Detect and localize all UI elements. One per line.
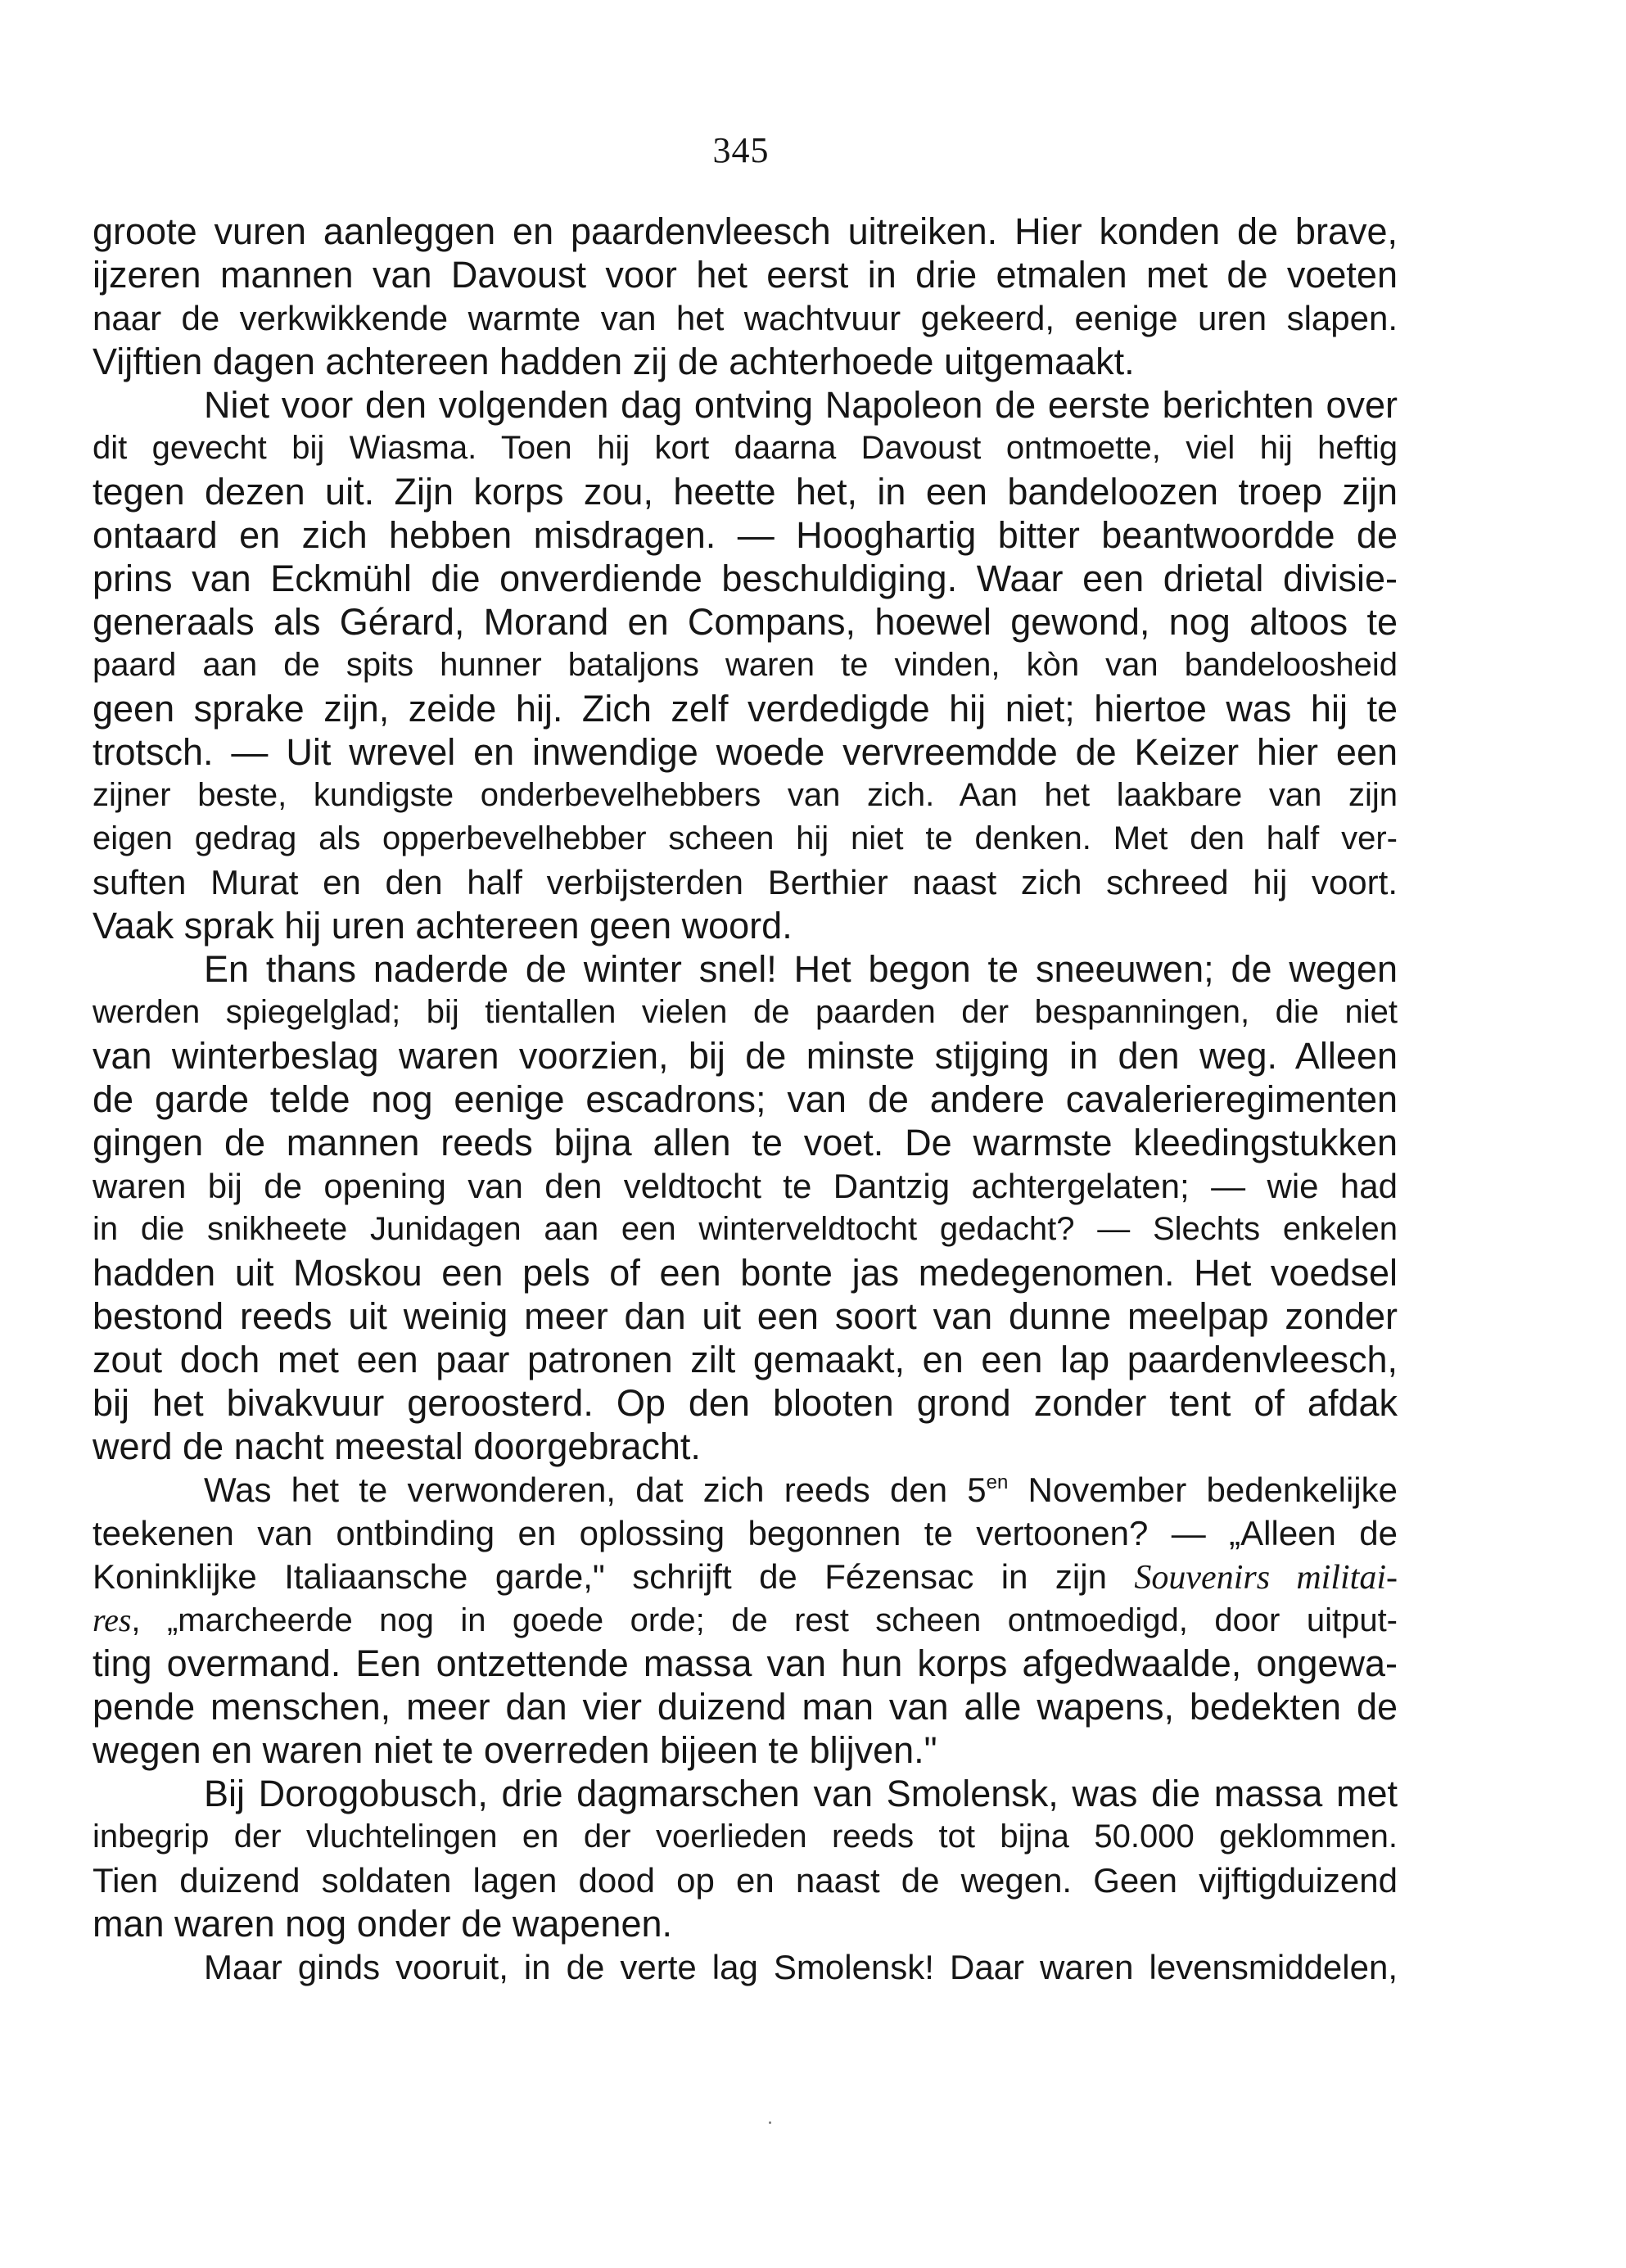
text-line: pende menschen, meer dan vier duizend man van alle wapens, bedekten de bbox=[93, 1686, 1398, 1728]
page-number: 345 bbox=[712, 130, 770, 170]
text-line: ijzeren mannen van Davoust voor het eerst in drie etmalen met de voeten bbox=[93, 254, 1398, 296]
text-line: van winterbeslag waren voorzien, bij de minste stijging in den weg. Alleen bbox=[93, 1035, 1398, 1077]
text-line: geen sprake zijn, zeide hij. Zich zelf verdedigde hij niet; hiertoe was hij te bbox=[93, 688, 1398, 730]
book-title-italic: Souvenirs militai- bbox=[1134, 1559, 1398, 1597]
text-line: dit gevecht bij Wiasma. Toen hij kort daarna Davoust ontmoette, viel hij heftig bbox=[93, 430, 1398, 466]
book-title-italic: res bbox=[93, 1602, 132, 1638]
text-line: ontaard en zich hebben misdragen. — Hooghartig bitter beantwoordde de bbox=[93, 514, 1398, 556]
text-line: suften Murat en den half verbijsterden Berthier naast zich schreed hij voort. bbox=[93, 863, 1398, 901]
text-line: Niet voor den volgenden dag ontving Napoleon de eerste berichten over bbox=[204, 384, 1398, 426]
text-fragment: November bedenkelijke bbox=[1008, 1471, 1398, 1509]
text-line: zijner beste, kundigste onderbevelhebbers van zich. Aan het laakbare van zijn bbox=[93, 777, 1398, 813]
text-fragment: , „marcheerde nog in goede orde; de rest scheen ontmoedigd, door uitput- bbox=[131, 1602, 1398, 1638]
text-line: ting overmand. Een ontzettende massa van hun korps afgedwaalde, ongewa- bbox=[93, 1642, 1398, 1684]
text-line: En thans naderde de winter snel! Het begon te sneeuwen; de wegen bbox=[204, 948, 1398, 990]
text-line: Vaak sprak hij uren achtereen geen woord. bbox=[93, 905, 793, 947]
text-line: inbegrip der vluchtelingen en der voerlieden reeds tot bijna 50.000 geklommen. bbox=[93, 1818, 1398, 1855]
text-line: bij het bivakvuur geroosterd. Op den blooten grond zonder tent of afdak bbox=[93, 1382, 1398, 1424]
text-fragment: Koninklijke Italiaansche garde," schrijft de Fézensac in zijn bbox=[93, 1557, 1135, 1596]
text-line: de garde telde nog eenige escadrons; van de andere cavalerieregimenten bbox=[93, 1078, 1398, 1120]
text-line: tegen dezen uit. Zijn korps zou, heette het, in een bandeloozen troep zijn bbox=[93, 471, 1398, 513]
text-line: groote vuren aanleggen en paardenvleesch uitreiken. Hier konden de brave, bbox=[93, 210, 1398, 252]
text-line: prins van Eckmühl die onverdiende beschuldiging. Waar een drietal divisie- bbox=[93, 558, 1398, 599]
text-line: naar de verkwikkende warmte van het wachtvuur gekeerd, eenige uren slapen. bbox=[93, 299, 1398, 337]
text-line: Maar ginds vooruit, in de verte lag Smolensk! Daar waren levensmiddelen, bbox=[204, 1948, 1398, 1986]
text-line: werden spiegelglad; bij tientallen vielen de paarden der bespanningen, die niet bbox=[93, 994, 1398, 1030]
text-line: Vijftien dagen achtereen hadden zij de achterhoede uitgemaakt. bbox=[93, 341, 1135, 382]
text-line: werd de nacht meestal doorgebracht. bbox=[93, 1425, 701, 1467]
body-text bbox=[93, 210, 1398, 1989]
text-line bbox=[93, 1598, 1398, 1642]
scan-speck bbox=[769, 2121, 771, 2124]
text-line bbox=[93, 1468, 1398, 1511]
text-line: waren bij de opening van den veldtocht te Dantzig achtergelaten; — wie had bbox=[93, 1167, 1398, 1205]
text-line: man waren nog onder de wapenen. bbox=[93, 1903, 673, 1945]
text-line: zout doch met een paar patronen zilt gemaakt, en een lap paardenvleesch, bbox=[93, 1339, 1398, 1380]
text-line bbox=[93, 1555, 1398, 1598]
text-line: hadden uit Moskou een pels of een bonte jas medegenomen. Het voedsel bbox=[93, 1252, 1398, 1294]
text-line: Bij Dorogobusch, drie dagmarschen van Smolensk, was die massa met bbox=[204, 1773, 1398, 1814]
text-line: eigen gedrag als opperbevelhebber scheen hij niet te denken. Met den half ver- bbox=[93, 820, 1398, 856]
text-line: Tien duizend soldaten lagen dood op en naast de wegen. Geen vijftigduizend bbox=[93, 1861, 1398, 1900]
text-line: gingen de mannen reeds bijna allen te voet. De warmste kleedingstukken bbox=[93, 1122, 1398, 1163]
text-line: bestond reeds uit weinig meer dan uit een soort van dunne meelpap zonder bbox=[93, 1295, 1398, 1337]
text-line: in die snikheete Junidagen aan een winterveldtocht gedacht? — Slechts enkelen bbox=[93, 1211, 1398, 1247]
text-fragment: Was het te verwonderen, dat zich reeds den 5 bbox=[204, 1471, 987, 1509]
text-line: wegen en waren niet te overreden bijeen te blijven." bbox=[93, 1729, 937, 1771]
text-line: trotsch. — Uit wrevel en inwendige woede vervreemdde de Keizer hier een bbox=[93, 731, 1398, 773]
text-line: generaals als Gérard, Morand en Compans, hoewel gewond, nog altoos te bbox=[93, 601, 1398, 643]
superscript: en bbox=[986, 1471, 1009, 1493]
text-line: paard aan de spits hunner bataljons waren te vinden, kòn van bandeloosheid bbox=[93, 647, 1398, 683]
text-line: teekenen van ontbinding en oplossing begonnen te vertoonen? — „Alleen de bbox=[93, 1514, 1398, 1552]
